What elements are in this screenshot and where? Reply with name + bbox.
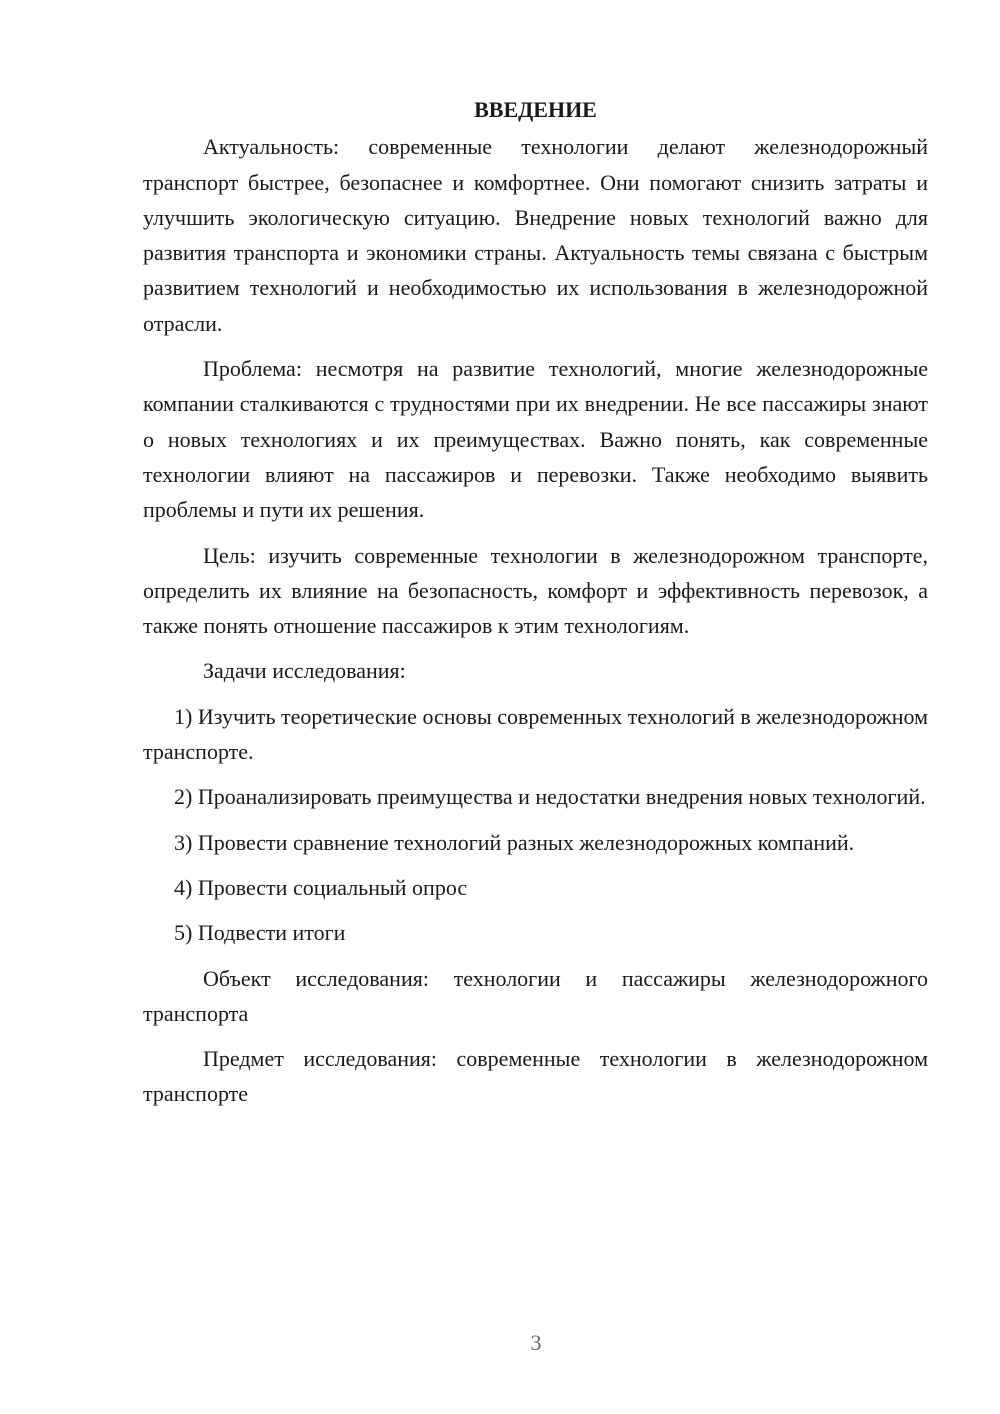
document-page <box>143 92 928 1122</box>
task-list-item-5: 5) Подвести итоги <box>174 920 346 946</box>
task-list-item-2: 2) Проанализировать преимущества и недостатки внедрения новых технологий. <box>174 784 926 810</box>
paragraph-research-subject: Предмет исследования: современные технологии в железнодорожном транспорте <box>143 1046 928 1107</box>
paragraph-goal: Цель: изучить современные технологии в железнодорожном транспорте, определить их влияние на безопасность, комфорт и эффективность перевозок, а также понять отношение пассажиров к этим технологиям. <box>143 542 928 639</box>
page-number: 3 <box>530 1330 542 1355</box>
page-title: ВВЕДЕНИЕ <box>474 97 597 122</box>
task-list-item-3: 3) Провести сравнение технологий разных железнодорожных компаний. <box>174 829 855 855</box>
task-list-item-1: 1) Изучить теоретические основы современных технологий в железнодорожном транспорте. <box>143 703 928 765</box>
task-list-item-4: 4) Провести социальный опрос <box>174 874 468 900</box>
paragraph-relevance: Актуальность: современные технологии делают железнодорожный транспорт быстрее, безопаснее и комфортнее. Они помогают снизить затраты и улучшить экологическую ситуацию. Внедрение новых технологий важно для развития транспорта и экономики страны. Актуальность темы связана с быстрым развитием технологий и необходимостью их использования в железнодорожной отрасли. <box>143 134 928 336</box>
paragraph-problem: Проблема: несмотря на развитие технологий, многие железнодорожные компании сталкиваются с трудностями при их внедрении. Не все пассажиры знают о новых технологиях и их преимуществах. Важно понять, как современные технологии влияют на пассажиров и перевозки. Также необходимо выявить проблемы и пути их решения. <box>143 356 928 523</box>
paragraph-tasks-heading: Задачи исследования: <box>203 658 406 684</box>
paragraph-research-object: Объект исследования: технологии и пассажиры железнодорожного транспорта <box>143 965 928 1026</box>
